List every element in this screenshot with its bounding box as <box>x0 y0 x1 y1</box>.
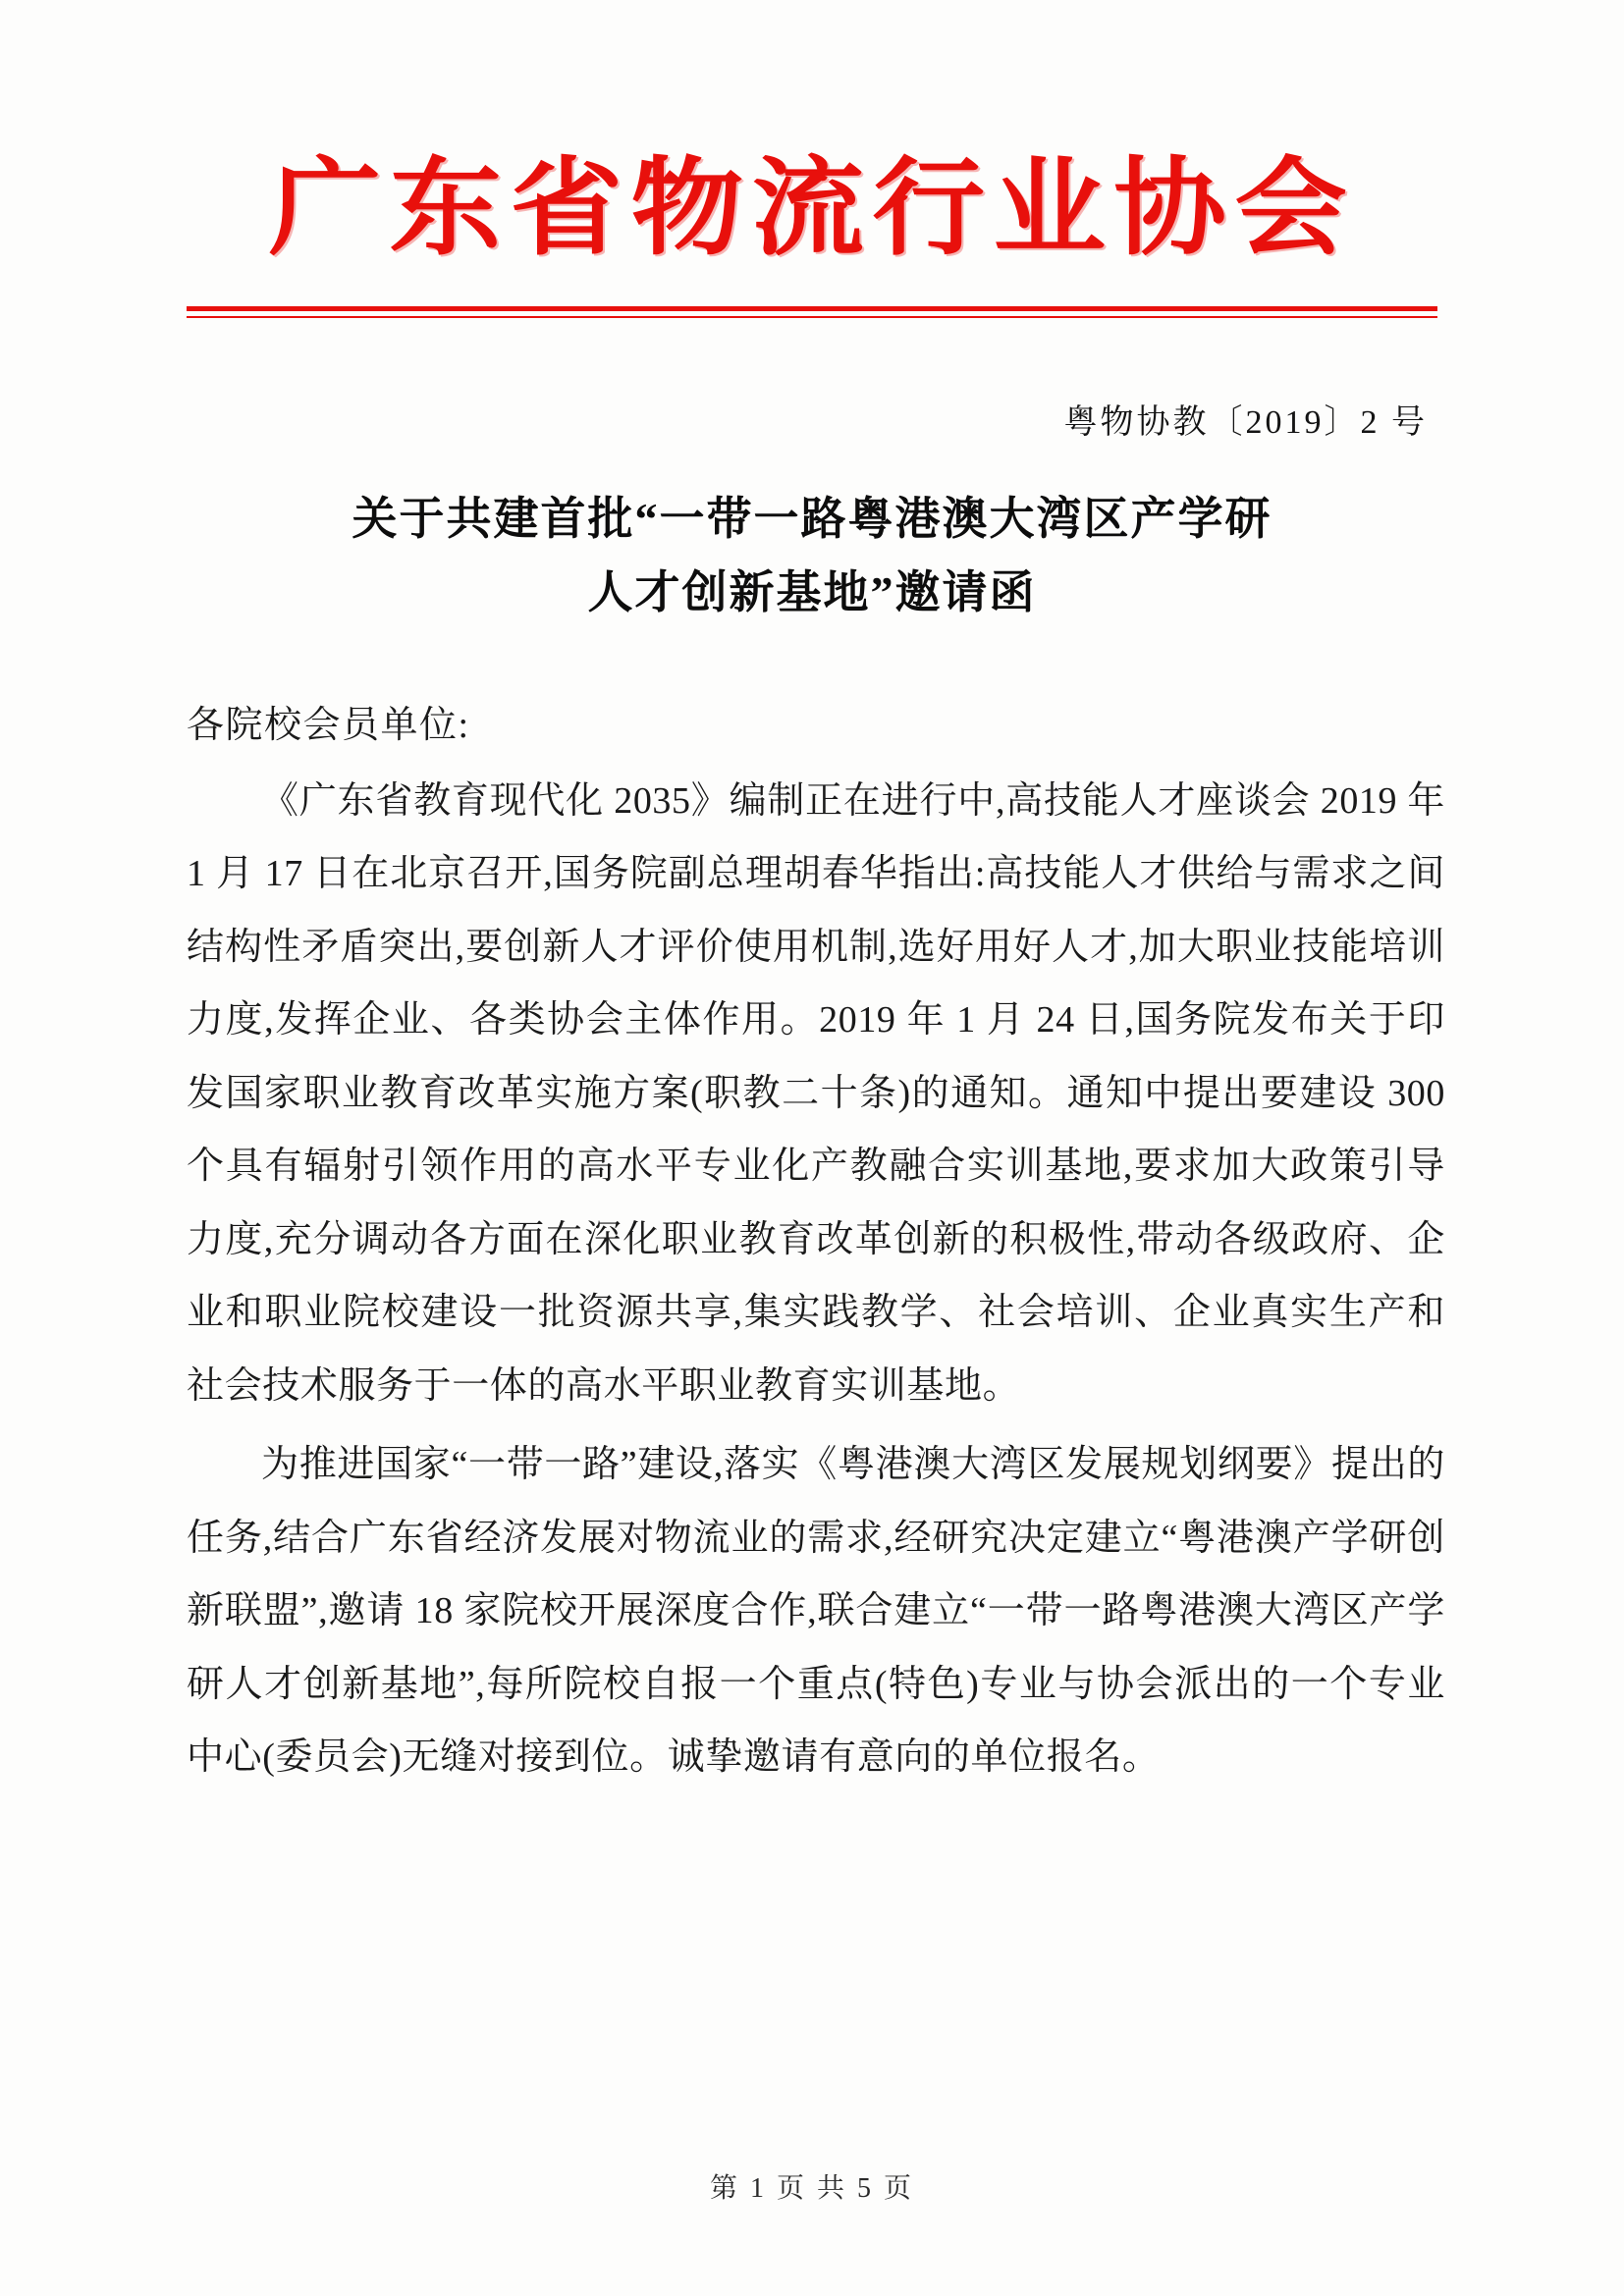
document-body <box>187 697 1445 1793</box>
issuing-organization-title: 广东省物流行业协会 <box>268 151 1356 268</box>
page-title-line-1: 关于共建首批“一带一路粤港澳大湾区产学研 <box>352 494 1272 544</box>
salutation: 各院校会员单位: <box>187 705 470 746</box>
page-title <box>177 483 1447 629</box>
document-number: 粤物协教〔2019〕2 号 <box>1063 404 1428 441</box>
letterhead <box>0 147 1624 272</box>
letterhead-divider <box>187 306 1437 318</box>
page-title-line-2: 人才创新基地”邀请函 <box>587 566 1037 617</box>
body-paragraph-2: 为推进国家“一带一路”建设,落实《粤港澳大湾区发展规划纲要》提出的任务,结合广东省经济发展对物流业的需求,经研究决定建立“粤港澳产学研创新联盟”,邀请 18 家院校开展深度合作,联合建立“一带一路粤港澳大湾区产学研人才创新基地”,每所院校自报一个重点(特色)专业与协会派出的一个专业中心(委员会)无缝对接到位。诚挚邀请有意向的单位报名。 <box>187 1444 1445 1778</box>
body-paragraph-1: 《广东省教育现代化 2035》编制正在进行中,高技能人才座谈会 2019 年 1 月 17 日在北京召开,国务院副总理胡春华指出:高技能人才供给与需求之间结构性矛盾突出,要创新人才评价使用机制,选好用好人才,加大职业技能培训力度,发挥企业、各类协会主体作用。2019 年 1 月 24 日,国务院发布关于印发国家职业教育改革实施方案(职教二十条)的通知。通知中提出要建设 300 个具有辐射引领作用的高水平专业化产教融合实训基地,要求加大政策引导力度,充分调动各方面在深化职业教育改革创新的积极性,带动各级政府、企业和职业院校建设一批资源共享,集实践教学、社会培训、企业真实生产和社会技术服务于一体的高水平职业教育实训基地。 <box>187 779 1445 1407</box>
page-footer: 第 1 页 共 5 页 <box>709 2173 914 2204</box>
letterhead-rule-thin <box>187 316 1437 318</box>
